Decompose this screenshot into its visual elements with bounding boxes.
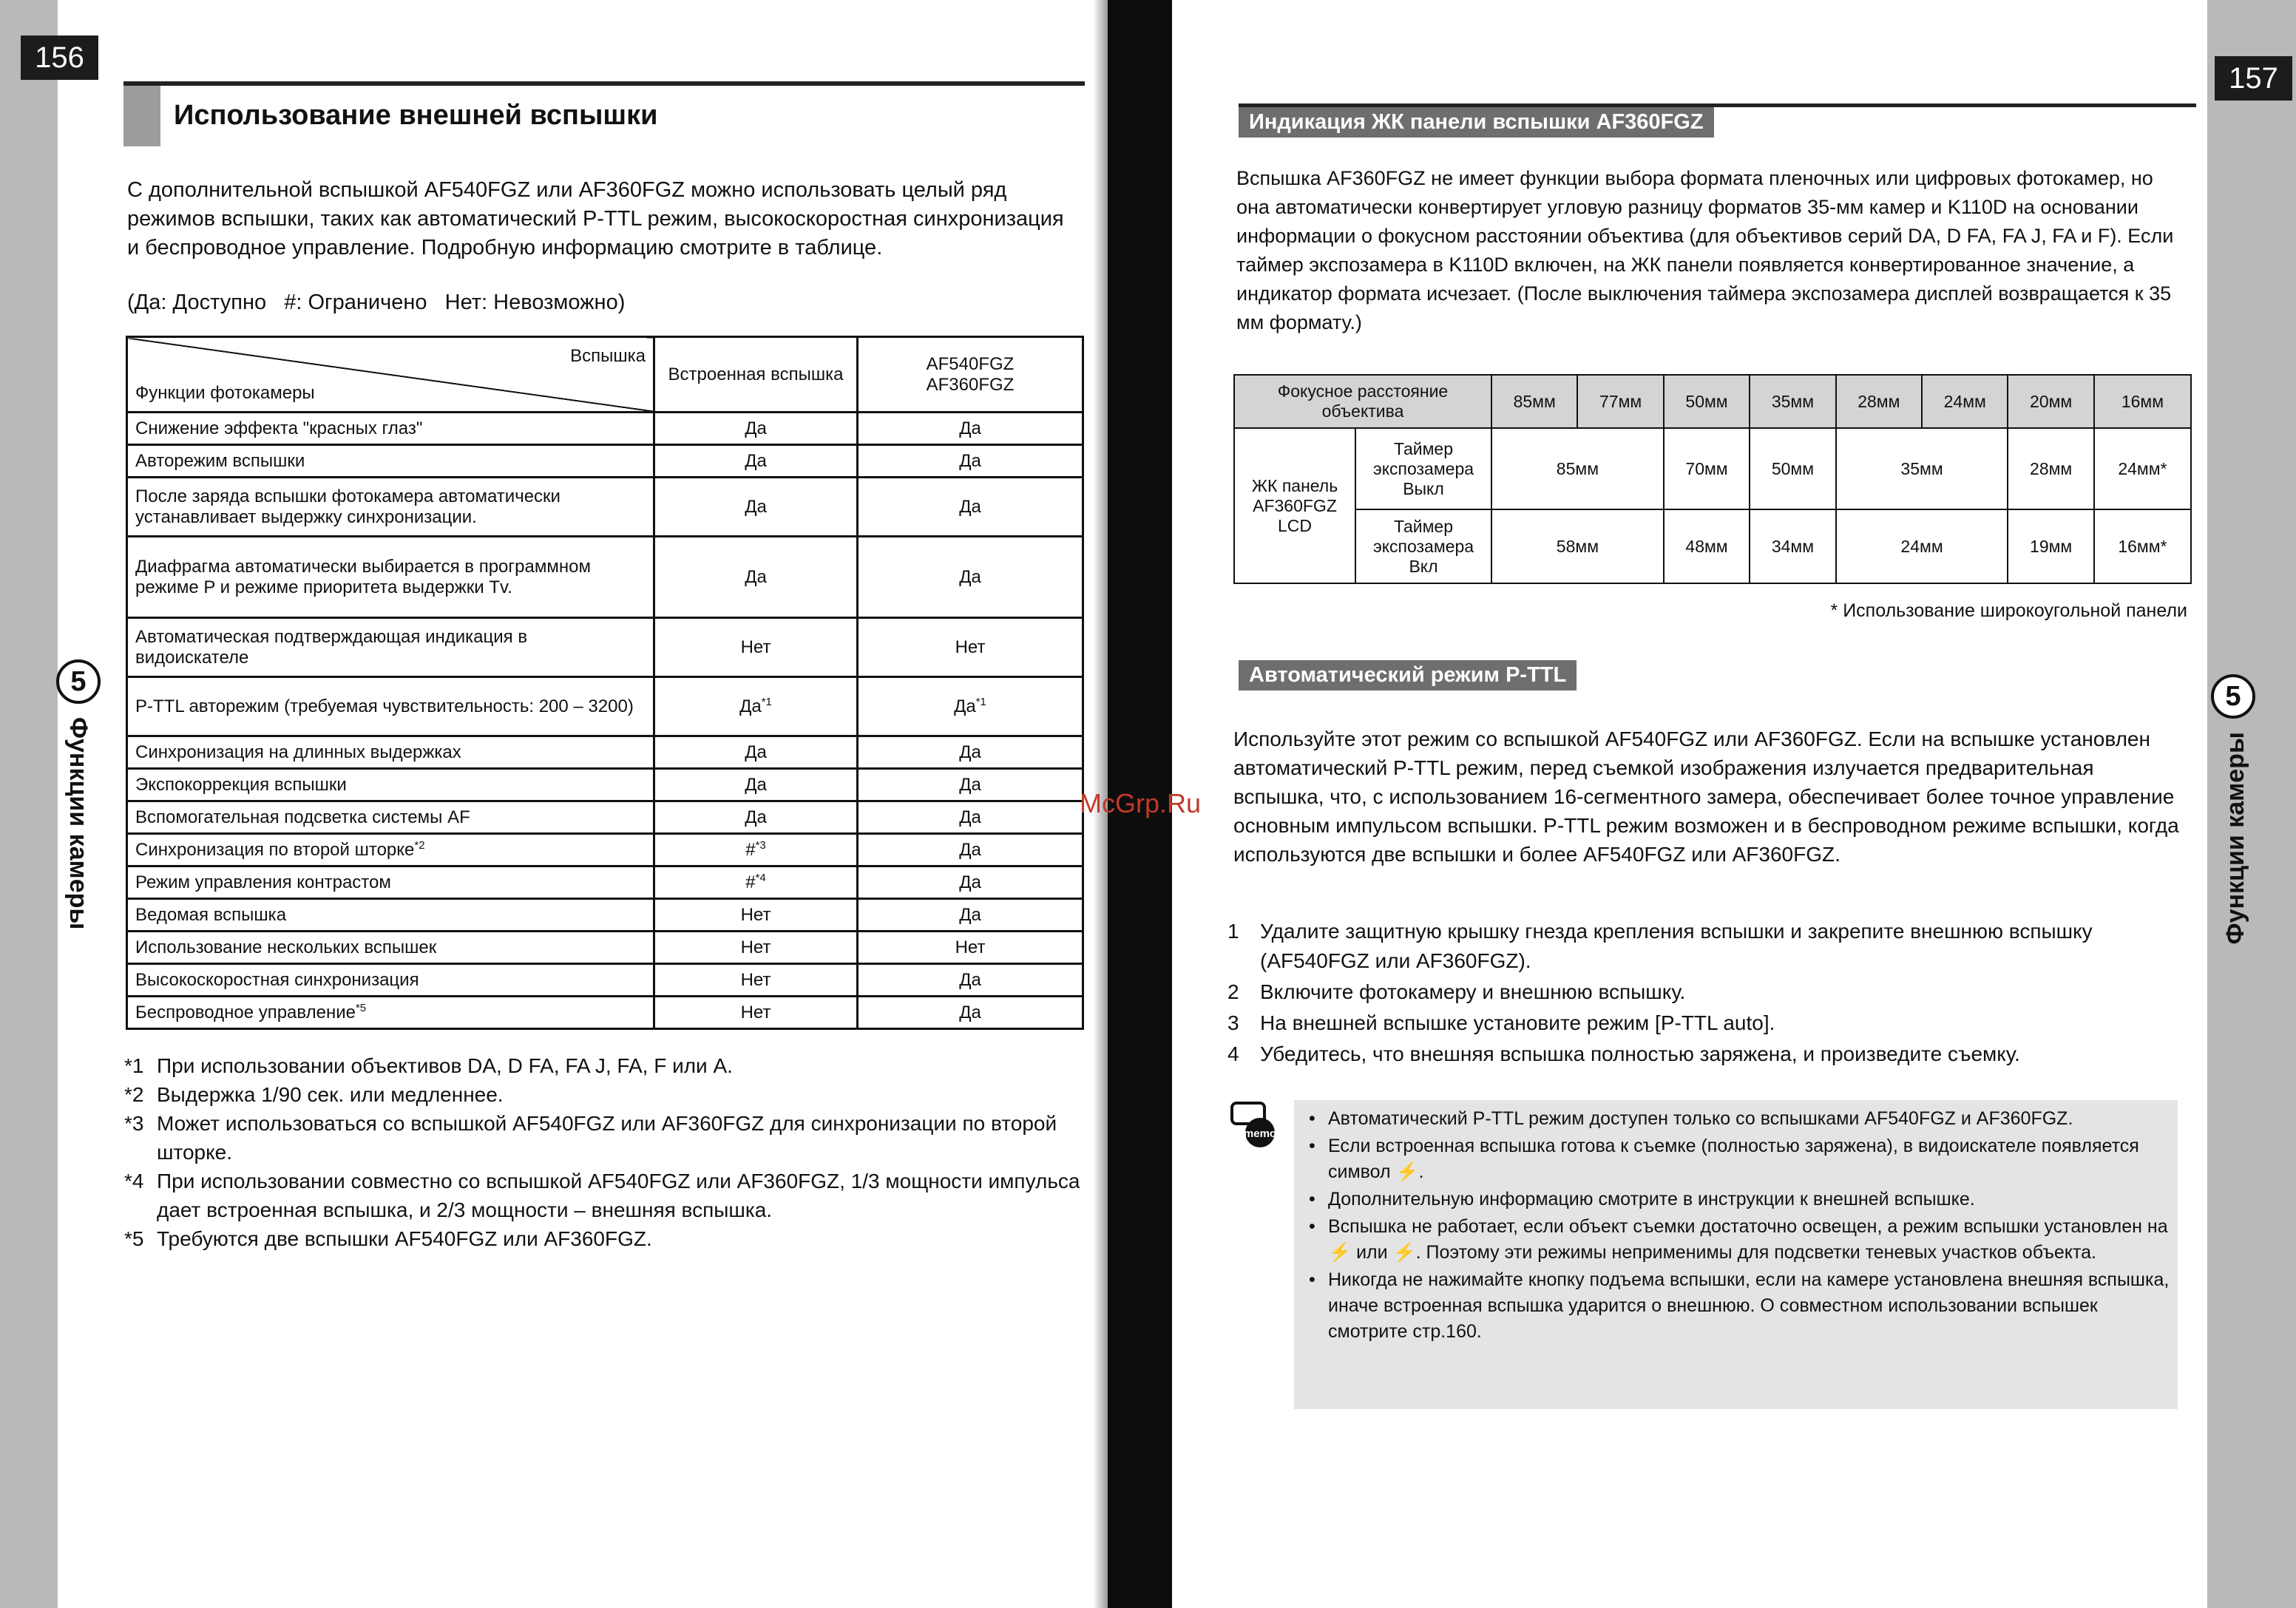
- function-label: Ведомая вспышка: [135, 904, 287, 925]
- table-row: [127, 964, 1083, 997]
- step-number: 3: [1227, 1011, 1239, 1034]
- footnote: [124, 1051, 1086, 1080]
- footnote-mark: *2: [124, 1083, 144, 1106]
- external-value-cell: [858, 736, 1083, 769]
- function-label: После заряда вспышки фотокамера автоматически устанавливает выдержку синхронизации.: [135, 486, 561, 527]
- focal-cell: 28мм: [1836, 375, 1922, 428]
- bullet-icon: •: [1309, 1108, 1315, 1129]
- function-cell: [127, 866, 654, 899]
- function-label: Вспомогательная подсветка системы AF: [135, 807, 470, 827]
- builtin-value-cell: [654, 932, 858, 964]
- step-item: [1227, 1008, 2189, 1038]
- step-text: На внешней вспышке установите режим [P-TTL auto].: [1260, 1011, 1775, 1034]
- builtin-value: Да: [745, 742, 767, 762]
- function-label: Автоматическая подтверждающая индикация в видоискателе: [135, 626, 528, 668]
- builtin-value: Да: [745, 450, 767, 471]
- bullet-icon: •: [1309, 1189, 1315, 1210]
- table-row: [127, 932, 1083, 964]
- step-number: 1: [1227, 920, 1239, 943]
- footnote-mark: *1: [124, 1054, 144, 1077]
- external-value: Да: [959, 904, 981, 925]
- footnote-text: Может использоваться со вспышкой AF540FGZ или AF360FGZ для синхронизации по второй шторке.: [157, 1112, 1057, 1164]
- external-value: Да: [959, 496, 981, 517]
- builtin-value: Да: [739, 696, 762, 716]
- builtin-value: #: [745, 840, 756, 860]
- external-value: Да: [959, 839, 981, 860]
- focal-cell: 20мм: [2008, 375, 2093, 428]
- function-cell: [127, 677, 654, 736]
- step-text: Удалите защитную крышку гнезда крепления вспышки и закрепите внешнюю вспышку (AF540FGZ или AF360FGZ).: [1260, 920, 2093, 972]
- external-value: Да: [959, 742, 981, 762]
- focal-cell: 24мм: [1922, 375, 2008, 428]
- function-cell: [127, 932, 654, 964]
- left-chapter-number: 5: [56, 659, 101, 704]
- builtin-value-cell: [654, 866, 858, 899]
- step-number: 4: [1227, 1042, 1239, 1065]
- left-margin-strip: [0, 0, 58, 1608]
- step-item: [1227, 917, 2189, 976]
- table-row: [127, 997, 1083, 1029]
- corner-top-label: Вспышка: [570, 345, 646, 366]
- focal-cell: 85мм: [1491, 375, 1577, 428]
- builtin-value-cell: [654, 834, 858, 866]
- builtin-value-cell: [654, 478, 858, 537]
- external-value-cell: [858, 834, 1083, 866]
- builtin-value: Нет: [740, 637, 771, 657]
- availability-legend: (Да: Доступно #: Ограничено Нет: Невозможно): [127, 291, 626, 314]
- value-cell: 34мм: [1750, 509, 1835, 583]
- value-cell: 35мм: [1836, 428, 2008, 509]
- external-value: Нет: [955, 637, 986, 657]
- function-cell: [127, 997, 654, 1029]
- function-label: Синхронизация по второй шторке: [135, 840, 415, 860]
- external-value-cell: [858, 618, 1083, 677]
- footnote: [124, 1109, 1086, 1167]
- table-row: [127, 677, 1083, 736]
- memo-text: Никогда не нажимайте кнопку подъема вспышки, если на камере установлена внешняя вспышка, иначе встроенная вспышка ударится о внешнюю. О совместном использовании вспышек смотрите стр.160.: [1328, 1269, 2170, 1342]
- builtin-value-cell: [654, 736, 858, 769]
- external-value: Да: [959, 774, 981, 795]
- table-row: [127, 899, 1083, 932]
- value-cell: 24мм: [1836, 509, 2008, 583]
- function-cell: [127, 618, 654, 677]
- lens-table-note: * Использование широкоугольной панели: [1830, 600, 2187, 621]
- section2-text: Используйте этот режим со вспышкой AF540FGZ или AF360FGZ. Если на вспышке установлен автоматический P-TTL режим, перед съемкой изображения излучается предварительная вспышка, что, с использованием 16-сегментного замера, обеспечивает более точное управление основным импульсом вспышки. P-TTL режим возможен и в беспроводном режиме вспышки, когда используются две вспышки и более AF540FGZ или AF360FGZ.: [1233, 727, 2179, 866]
- table-row: [127, 537, 1083, 618]
- value-cell: 19мм: [2008, 509, 2093, 583]
- table-row: [127, 445, 1083, 478]
- builtin-value-cell: [654, 413, 858, 445]
- external-value: Да: [959, 450, 981, 471]
- right-page-number: 157: [2215, 56, 2292, 101]
- builtin-value-cell: [654, 537, 858, 618]
- external-value-cell: [858, 413, 1083, 445]
- external-value-cell: [858, 445, 1083, 478]
- right-margin-strip: [2207, 0, 2296, 1608]
- footnote-text: Требуются две вспышки AF540FGZ или AF360FGZ.: [157, 1227, 652, 1250]
- builtin-value: Да: [745, 566, 767, 587]
- footnote-text: Выдержка 1/90 сек. или медленнее.: [157, 1083, 504, 1106]
- table-row: [127, 413, 1083, 445]
- builtin-value: #: [745, 872, 756, 892]
- function-cell: [127, 445, 654, 478]
- function-cell: [127, 801, 654, 834]
- table-row: [127, 618, 1083, 677]
- footnote-mark: *3: [124, 1112, 144, 1135]
- flash-functions-table: [126, 336, 1084, 1030]
- memo-label: memo: [1243, 1127, 1277, 1140]
- builtin-value: Нет: [740, 969, 771, 990]
- value-cell: 50мм: [1750, 428, 1835, 509]
- memo-item: [1309, 1133, 2170, 1185]
- value-cell: 85мм: [1491, 428, 1664, 509]
- left-page-number: 156: [21, 35, 98, 80]
- external-value-cell: [858, 932, 1083, 964]
- function-cell: [127, 964, 654, 997]
- footnotes: [124, 1051, 1086, 1253]
- memo-list: [1309, 1106, 2170, 1346]
- col-header-builtin: Встроенная вспышка: [654, 337, 858, 413]
- timer-on-label: Таймер экспозамера Вкл: [1355, 509, 1491, 583]
- left-title-marker: [123, 86, 160, 146]
- function-cell: [127, 736, 654, 769]
- col-header-af540: AF540FGZ: [926, 353, 1015, 374]
- function-cell: [127, 478, 654, 537]
- value-cell: 58мм: [1491, 509, 1664, 583]
- builtin-value: Нет: [740, 1002, 771, 1022]
- builtin-value-cell: [654, 899, 858, 932]
- builtin-value: Да: [745, 418, 767, 438]
- footnote-ref: *2: [414, 839, 425, 852]
- external-value-cell: [858, 677, 1083, 736]
- builtin-value: Да: [745, 496, 767, 517]
- builtin-value: Да: [745, 807, 767, 827]
- external-value-cell: [858, 997, 1083, 1029]
- footnote-mark: *5: [124, 1227, 144, 1250]
- table-row: [127, 478, 1083, 537]
- builtin-value-cell: [654, 769, 858, 801]
- table-row: [127, 736, 1083, 769]
- footnote-text: При использовании объективов DA, D FA, FA J, FA, F или A.: [157, 1054, 733, 1077]
- external-value-cell: [858, 964, 1083, 997]
- value-cell: 48мм: [1664, 509, 1750, 583]
- external-value-cell: [858, 478, 1083, 537]
- footnote-mark: *4: [124, 1170, 144, 1193]
- function-cell: [127, 899, 654, 932]
- footnote-ref: *4: [755, 872, 766, 884]
- external-value: Да: [959, 418, 981, 438]
- function-label: Высокоскоростная синхронизация: [135, 969, 419, 990]
- external-value-cell: [858, 537, 1083, 618]
- section1-text: Вспышка AF360FGZ не имеет функции выбора формата пленочных или цифровых фотокамер, но она автоматически конвертирует угловую разницу форматов 35-мм камер и K110D на основании информации о фокусном расстоянии объектива (для объективов серий DA, D FA, FA J, FA и F). Если таймер экспозамера в K110D включен, на ЖК панели появляется конвертированное значение, а индикатор формата исчезает. (После выключения таймера экспозамера дисплей возвращается к 35 мм формату.): [1236, 167, 2174, 333]
- external-value-cell: [858, 801, 1083, 834]
- left-title-rule: [123, 81, 1085, 86]
- intro-text: С дополнительной вспышкой AF540FGZ или AF360FGZ можно использовать целый ряд режимов вспышки, таких как автоматический P-TTL режим, высокоскоростная синхронизация и беспроводное управление. Подробную информацию смотрите в таблице.: [127, 178, 1064, 259]
- focal-cell: 35мм: [1750, 375, 1835, 428]
- function-cell: [127, 413, 654, 445]
- builtin-value-cell: [654, 445, 858, 478]
- footnote: [124, 1224, 1086, 1253]
- external-value: Да: [959, 1002, 981, 1022]
- builtin-value-cell: [654, 677, 858, 736]
- memo-item: [1309, 1214, 2170, 1266]
- external-value-cell: [858, 769, 1083, 801]
- steps-list: [1227, 917, 2189, 1071]
- left-chapter-title: Функции камеры: [64, 717, 92, 930]
- footnote-ref: *5: [355, 1002, 367, 1014]
- corner-bottom-label: Функции фотокамеры: [135, 382, 315, 403]
- external-value: Да: [959, 969, 981, 990]
- watermark: McGrp.Ru: [1080, 788, 1202, 818]
- footnote: [124, 1080, 1086, 1109]
- function-cell: [127, 769, 654, 801]
- memo-item: [1309, 1267, 2170, 1345]
- memo-item: [1309, 1106, 2170, 1132]
- focal-cell: 50мм: [1664, 375, 1750, 428]
- step-text: Убедитесь, что внешняя вспышка полностью заряжена, и произведите съемку.: [1260, 1042, 2020, 1065]
- builtin-value-cell: [654, 801, 858, 834]
- bullet-icon: •: [1309, 1269, 1315, 1290]
- table-row: [127, 834, 1083, 866]
- external-value-cell: [858, 866, 1083, 899]
- bullet-icon: •: [1309, 1136, 1315, 1156]
- lcd-row-group: ЖК панель AF360FGZ LCD: [1234, 428, 1355, 583]
- function-label: Снижение эффекта "красных глаз": [135, 418, 423, 438]
- right-chapter-title: Функции камеры: [2221, 732, 2249, 945]
- footnote: [124, 1167, 1086, 1224]
- external-value-cell: [858, 899, 1083, 932]
- function-label: P-TTL авторежим (требуемая чувствительность: 200 – 3200): [135, 696, 634, 716]
- table-row: [127, 801, 1083, 834]
- builtin-value-cell: [654, 964, 858, 997]
- page-title: Использование внешней вспышки: [174, 100, 658, 131]
- bullet-icon: •: [1309, 1216, 1315, 1237]
- memo-text: Вспышка не работает, если объект съемки достаточно освещен, а режим вспышки установлен на ⚡ или ⚡. Поэтому эти режимы неприменимы для подсветки теневых участков объекта.: [1328, 1216, 2168, 1263]
- value-cell: 24мм*: [2094, 428, 2191, 509]
- step-number: 2: [1227, 980, 1239, 1003]
- table-row: [127, 769, 1083, 801]
- col-header-af360: AF360FGZ: [926, 374, 1015, 395]
- section1-title: Индикация ЖК панели вспышки AF360FGZ: [1239, 107, 1714, 138]
- function-label: Авторежим вспышки: [135, 450, 305, 471]
- builtin-value: Да: [745, 774, 767, 795]
- col-header-external: [858, 337, 1083, 413]
- builtin-value-cell: [654, 618, 858, 677]
- builtin-value: Нет: [740, 904, 771, 925]
- lens-table: [1233, 374, 2192, 584]
- function-label: Диафрагма автоматически выбирается в программном режиме P и режиме приоритета выдержки Tv.: [135, 556, 591, 597]
- focal-cell: 16мм: [2094, 375, 2191, 428]
- lens-table-header: Фокусное расстояние объектива: [1234, 375, 1491, 428]
- function-label: Беспроводное управление: [135, 1003, 356, 1022]
- footnote-text: При использовании совместно со вспышкой AF540FGZ или AF360FGZ, 1/3 мощности импульса дает встроенная вспышка, и 2/3 мощности – внешняя вспышка.: [157, 1170, 1080, 1221]
- function-label: Использование нескольких вспышек: [135, 937, 437, 957]
- function-cell: [127, 834, 654, 866]
- footnote-ref: *1: [761, 696, 772, 708]
- memo-icon: [1229, 1100, 1282, 1150]
- external-value: Да: [959, 807, 981, 827]
- value-cell: 16мм*: [2094, 509, 2191, 583]
- memo-text: Если встроенная вспышка готова к съемке (полностью заряжена), в видоискателе появляется символ ⚡.: [1328, 1136, 2139, 1182]
- function-label: Синхронизация на длинных выдержках: [135, 742, 461, 762]
- table-corner-cell: [127, 337, 654, 413]
- function-label: Экспокоррекция вспышки: [135, 774, 347, 795]
- focal-cell: 77мм: [1577, 375, 1663, 428]
- step-text: Включите фотокамеру и внешнюю вспышку.: [1260, 980, 1686, 1003]
- external-value: Нет: [955, 937, 986, 957]
- function-label: Режим управления контрастом: [135, 872, 391, 892]
- right-chapter-number: 5: [2211, 674, 2255, 719]
- value-cell: 28мм: [2008, 428, 2093, 509]
- function-cell: [127, 537, 654, 618]
- table-row: [127, 866, 1083, 899]
- external-value: Да: [959, 872, 981, 892]
- memo-text: Дополнительную информацию смотрите в инструкции к внешней вспышке.: [1328, 1189, 1975, 1210]
- footnote-ref: *1: [975, 696, 986, 708]
- timer-off-label: Таймер экспозамера Выкл: [1355, 428, 1491, 509]
- memo-item: [1309, 1187, 2170, 1212]
- value-cell: 70мм: [1664, 428, 1750, 509]
- external-value: Да: [959, 566, 981, 587]
- section2-title: Автоматический режим P-TTL: [1239, 660, 1577, 691]
- builtin-value-cell: [654, 997, 858, 1029]
- step-item: [1227, 1039, 2189, 1069]
- footnote-ref: *3: [755, 839, 766, 852]
- step-item: [1227, 977, 2189, 1007]
- builtin-value: Нет: [740, 937, 771, 957]
- memo-text: Автоматический P-TTL режим доступен только со вспышками AF540FGZ и AF360FGZ.: [1328, 1108, 2073, 1129]
- external-value: Да: [954, 696, 976, 716]
